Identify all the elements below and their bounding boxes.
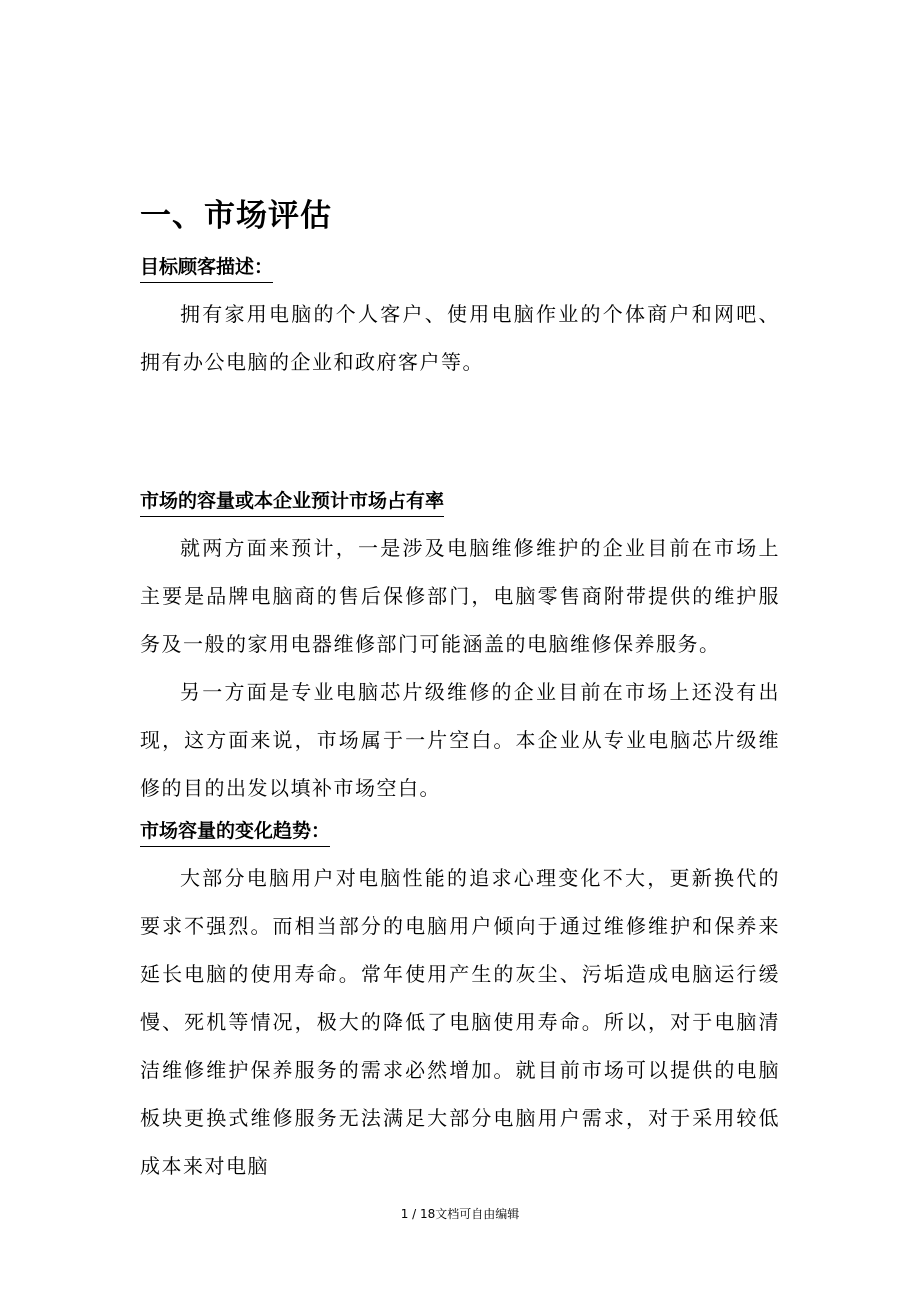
section-target-customers xyxy=(140,252,780,290)
document-body xyxy=(140,188,780,1190)
section-heading: 市场的容量或本企业预计市场占有率 xyxy=(140,486,444,517)
paragraph: 大部分电脑用户对电脑性能的追求心理变化不大，更新换代的要求不强烈。而相当部分的电脑用户倾向于通过维修维护和保养来延长电脑的使用寿命。常年使用产生的灰尘、污垢造成电脑运行缓慢、死机等情况，极大的降低了电脑使用寿命。所以，对于电脑清洁维修维护保养服务的需求必然增加。就目前市场可以提供的电脑板块更换式维修服务无法满足大部分电脑用户需求，对于采用较低成本来对电脑 xyxy=(140,866,780,1178)
paragraph: 就两方面来预计，一是涉及电脑维修维护的企业目前在市场上主要是品牌电脑商的售后保修部门，电脑零售商附带提供的维护服务及一般的家用电器维修部门可能涵盖的电脑维修保养服务。 xyxy=(140,536,780,656)
section-heading: 目标顾客描述： xyxy=(140,252,273,283)
spacer xyxy=(140,386,780,486)
paragraph: 另一方面是专业电脑芯片级维修的企业目前在市场上还没有出现，这方面来说，市场属于一片空白。本企业从专业电脑芯片级维修的目的出发以填补市场空白。 xyxy=(140,680,780,800)
section-market-capacity xyxy=(140,486,780,524)
page-footer: 1 / 18文档可自由编辑 xyxy=(400,1207,520,1221)
section-heading: 市场容量的变化趋势： xyxy=(140,816,330,847)
page-title: 一、市场评估 xyxy=(140,198,332,234)
section-capacity-trend xyxy=(140,816,780,854)
paragraph: 拥有家用电脑的个人客户、使用电脑作业的个体商户和网吧、拥有办公电脑的企业和政府客户等。 xyxy=(140,302,780,374)
